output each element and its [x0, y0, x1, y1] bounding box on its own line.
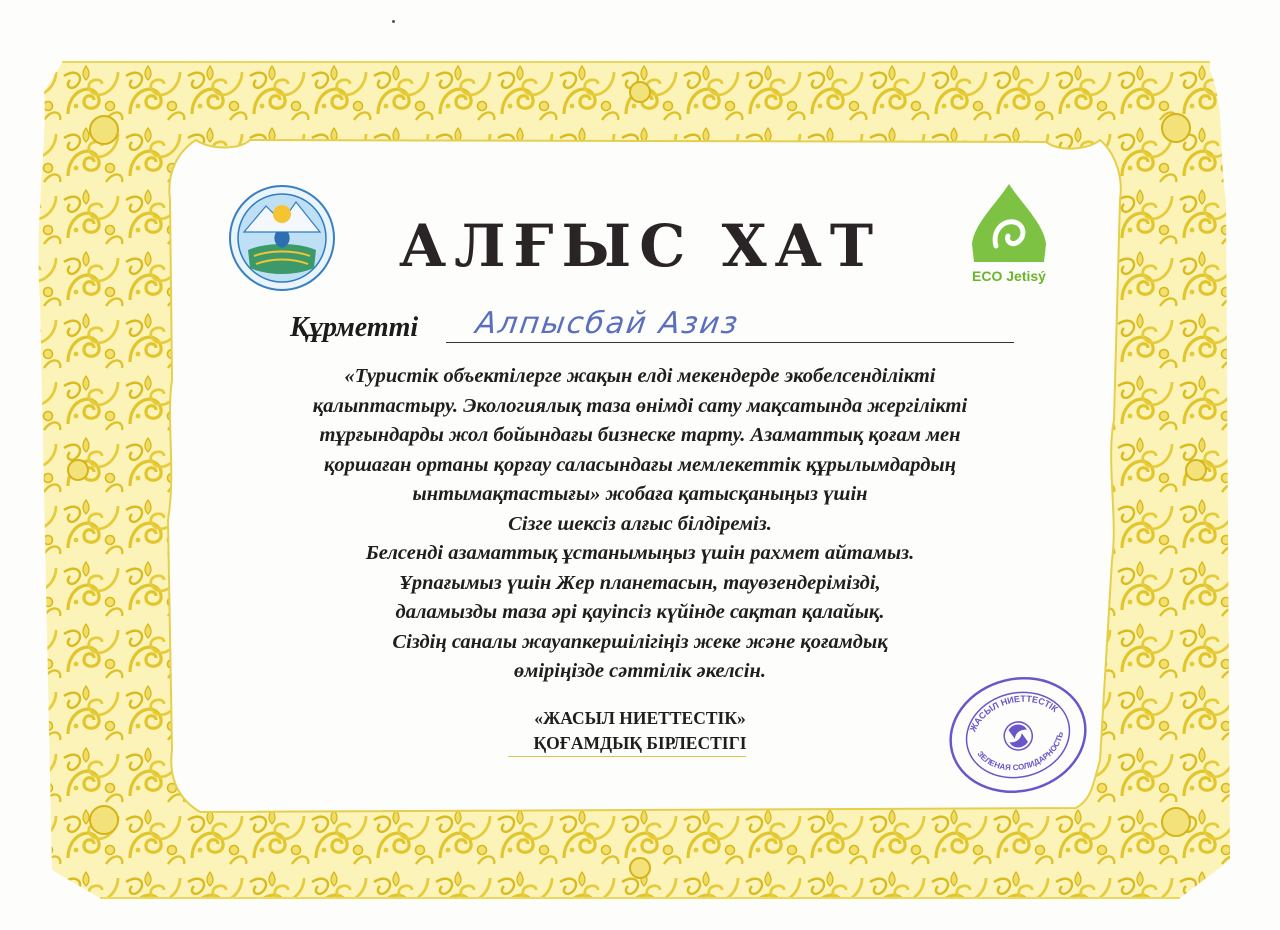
body-text: [230, 362, 1050, 687]
organization-name: «ЖАСЫЛ НИЕТТЕСТІК»: [534, 708, 746, 728]
body-line: Сізге шексіз алғыс білдіреміз.: [508, 512, 772, 535]
organization-stamp-icon: [944, 672, 1092, 798]
body-line: өміріңізде сәттілік әкелсін.: [514, 660, 766, 682]
body-line: ынтымақтастығы» жобаға қатысқаныңыз үшін: [412, 483, 868, 505]
body-line: Белсенді азаматтық ұстанымыңыз үшін рахмет айтамыз.: [365, 542, 915, 564]
body-line: «Туристік объектілерге жақын елді мекендерде экобелсенділікті: [344, 365, 936, 387]
svg-text:ЗЕЛЕНАЯ СОЛИДАРНОСТЬ: ЗЕЛЕНАЯ СОЛИДАРНОСТЬ: [975, 730, 1066, 773]
scan-dot: [392, 20, 395, 23]
organization-type: ҚОҒАМДЫҚ БІРЛЕСТІГІ: [533, 733, 747, 753]
body-line: Ұрпағымыз үшін Жер планетасын, тауөзендерімізді,: [399, 571, 881, 594]
body-line: қоршаған ортаны қорғау саласындағы мемлекеттік құрылымдардың: [323, 453, 957, 476]
recipient-underline: [446, 342, 1014, 343]
salutation-label: Құрметті: [290, 312, 419, 343]
body-line: даламызды таза әрі қауіпсіз күйінде сақтап қалайық.: [395, 601, 885, 623]
document-title: АЛҒЫС ХАТ: [398, 212, 882, 280]
body-line: тұрғындарды жол бойындағы бизнеске тарту. Азаматтық қоғам мен: [319, 424, 961, 446]
svg-text:ЖАСЫЛ НИЕТТЕСТІК: ЖАСЫЛ НИЕТТЕСТІК: [967, 693, 1060, 734]
recipient-handwritten-name: Алпысбай Азиз: [473, 306, 742, 341]
organization-underline: [508, 756, 746, 757]
body-line: қалыптастыру. Экологиялық таза өнімді сату мақсатында жергілікті: [312, 394, 968, 417]
body-line: Сіздің саналы жауапкершілігіңіз жеке және қоғамдық: [392, 630, 888, 653]
eco-logo-text: ECO Jetisý: [972, 268, 1046, 284]
